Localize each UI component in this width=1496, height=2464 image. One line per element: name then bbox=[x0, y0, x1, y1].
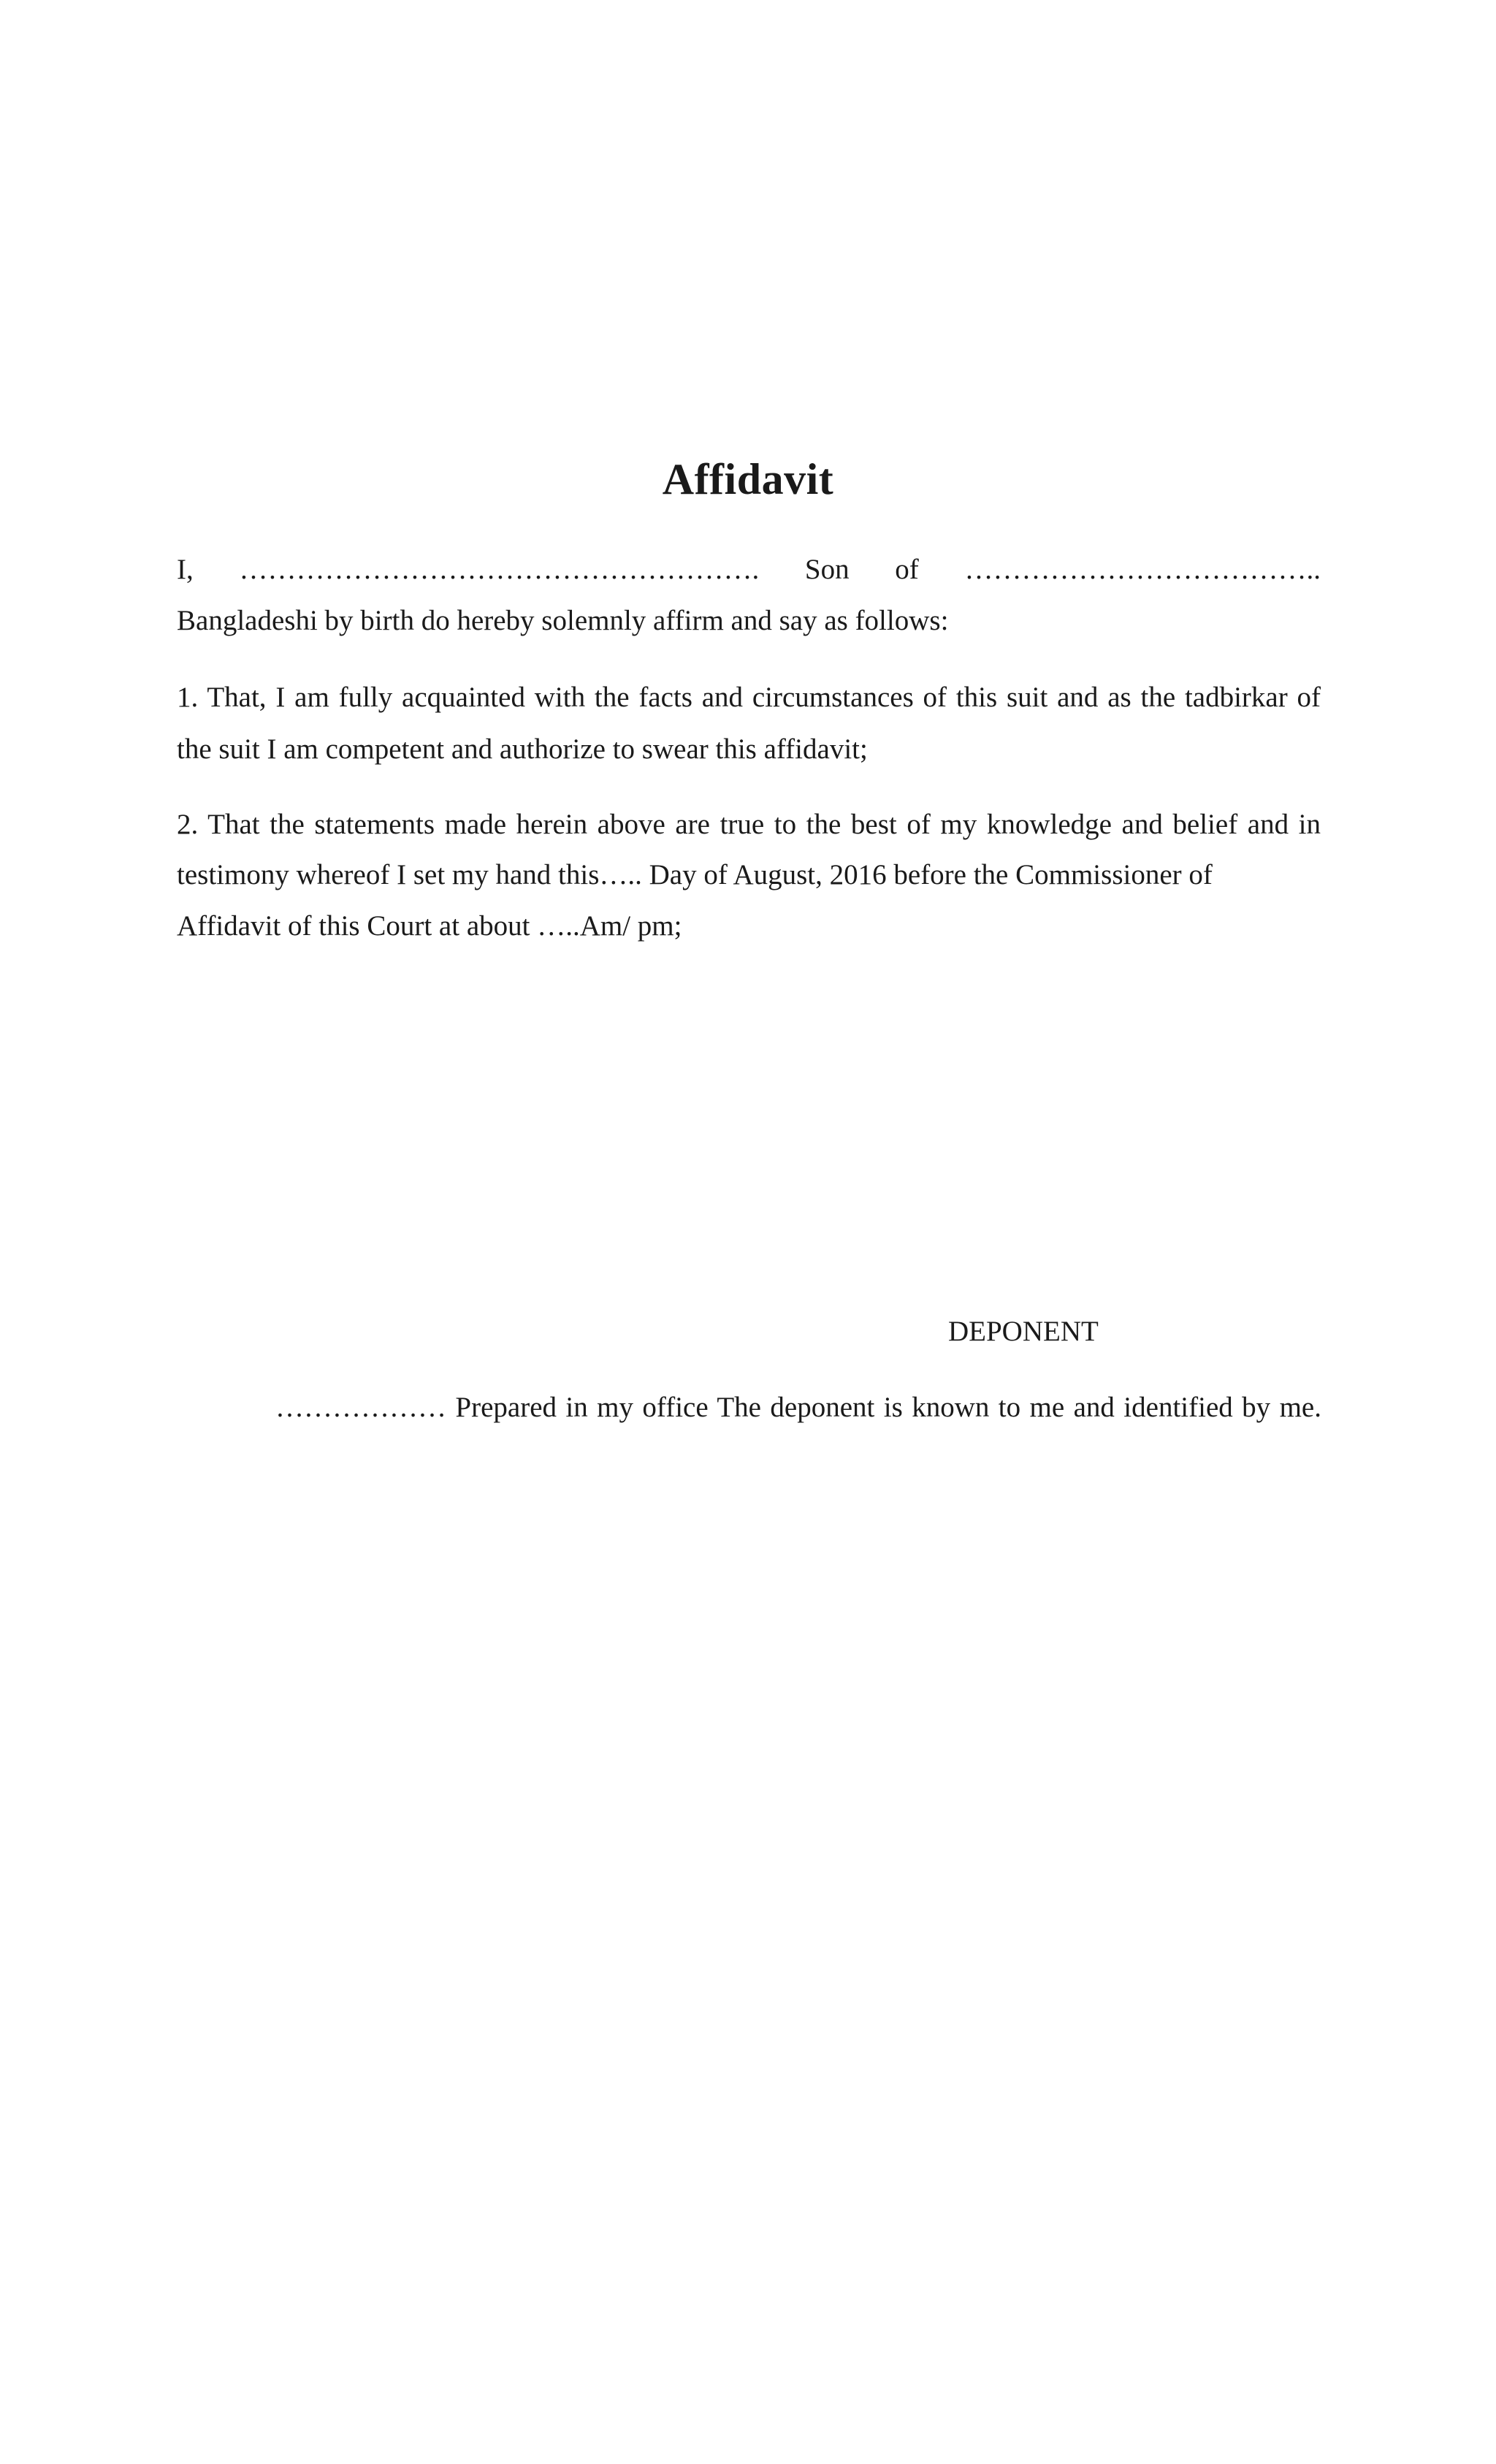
paragraph-2-line-2: testimony whereof I set my hand this….. Day of August, 2016 before the Commissioner of bbox=[177, 859, 1213, 890]
intro-line-2: Bangladeshi by birth do hereby solemnly affirm and say as follows: bbox=[177, 605, 949, 636]
document-title: Affidavit bbox=[662, 455, 834, 503]
paragraph-1-line-1: 1. That, I am fully acquainted with the facts and circumstances of this suit and as the tadbirkar of bbox=[177, 682, 1321, 713]
prepared-statement: ……………… Prepared in my office The deponent is known to me and identified by me. bbox=[275, 1392, 1321, 1423]
paragraph-1-line-2: the suit I am competent and authorize to swear this affidavit; bbox=[177, 733, 868, 765]
intro-line-1: I, ………………………………………………. Son of ……………………………….. bbox=[177, 554, 1321, 585]
deponent-label: DEPONENT bbox=[948, 1316, 1099, 1347]
paragraph-2-line-1: 2. That the statements made herein above are true to the best of my knowledge and belief and in bbox=[177, 809, 1321, 840]
paragraph-2-line-3: Affidavit of this Court at about …..Am/ pm; bbox=[177, 910, 682, 942]
